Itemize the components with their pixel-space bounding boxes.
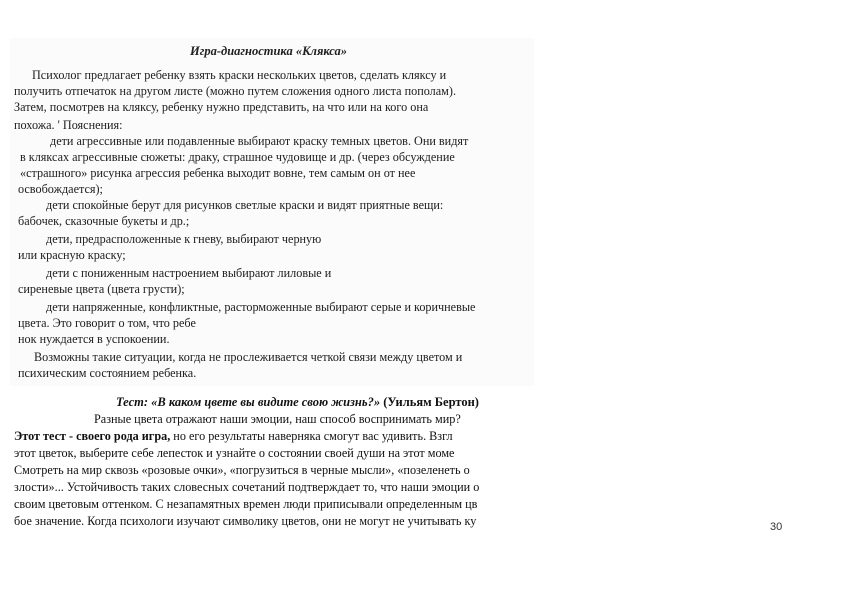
text-line: психическим состоянием ребенка. <box>18 366 197 380</box>
page-number: 30 <box>770 521 783 533</box>
text-line <box>14 429 453 444</box>
color-test-section <box>10 391 534 528</box>
color-test-author: (Уильям Бертон) <box>380 395 479 409</box>
text-line: Затем, посмотрев на кляксу, ребенку нужно представить, на что или на кого она <box>14 100 429 114</box>
text-line: бабочек, сказочные букеты и др.; <box>18 214 190 228</box>
color-test-title-text: Тест: «В каком цвете вы видите свою жизнь?» <box>116 395 381 409</box>
lead-line: Разные цвета отражают наши эмоции, наш способ воспринимать мир? <box>94 412 461 426</box>
text-line: Психолог предлагает ребенку взять краски нескольких цветов, сделать кляксу и <box>32 68 447 82</box>
text-line: цвета. Это говорит о том, что ребе <box>18 316 196 330</box>
text-line: своим цветовым оттенком. С незапамятных времен люди приписывали определенным цв <box>14 497 478 511</box>
text-line: нок нуждается в успокоении. <box>18 332 170 346</box>
bold-phrase: Этот тест - своего рода игра, <box>14 429 171 443</box>
text-line: Возможны такие ситуации, когда не прослеживается четкой связи между цветом и <box>34 350 463 364</box>
text-line: злости»... Устойчивость таких словесных сочетаний подтверждает то, что наши эмоции о <box>14 480 480 494</box>
scanned-page <box>10 38 534 528</box>
text-line: Смотреть на мир сквозь «розовые очки», «погрузиться в черные мысли», «позеленеть о <box>14 463 470 477</box>
text-line: освобождается); <box>18 182 103 196</box>
text-line: дети, предрасположенные к гневу, выбирают черную <box>46 232 322 246</box>
blot-game-title: Игра-диагностика «Клякса» <box>190 44 347 58</box>
text-line: или красную краску; <box>18 248 126 262</box>
text-line: дети спокойные берут для рисунков светлые краски и видят приятные вещи: <box>46 198 444 212</box>
text-line: этот цветок, выберите себе лепесток и узнайте о состоянии своей души на этот моме <box>14 446 455 460</box>
text-line: дети агрессивные или подавленные выбирают краску темных цветов. Они видят <box>50 134 469 148</box>
color-test-title <box>116 395 479 410</box>
text-line: дети напряженные, конфликтные, расторможенные выбирают серые и коричневые <box>46 300 476 314</box>
text-line: бое значение. Когда психологи изучают символику цветов, они не могут не учитывать ку <box>14 514 477 528</box>
text-line: получить отпечаток на другом листе (можно путем сложения одного листа пополам). <box>14 84 456 98</box>
text-line: дети с пониженным настроением выбирают лиловые и <box>46 266 332 280</box>
text-line: сиреневые цвета (цвета грусти); <box>18 282 185 296</box>
text-line: в кляксах агрессивные сюжеты: драку, страшное чудовище и др. (через обсуждение <box>20 150 455 164</box>
blot-game-section <box>10 38 534 386</box>
text-line: похожа. ' Пояснения: <box>14 118 123 132</box>
text-line: «страшного» рисунка агрессия ребенка выходит вовне, тем самым он от нее <box>20 166 416 180</box>
text-fragment: но его результаты наверняка смогут вас удивить. Взгл <box>170 429 453 443</box>
